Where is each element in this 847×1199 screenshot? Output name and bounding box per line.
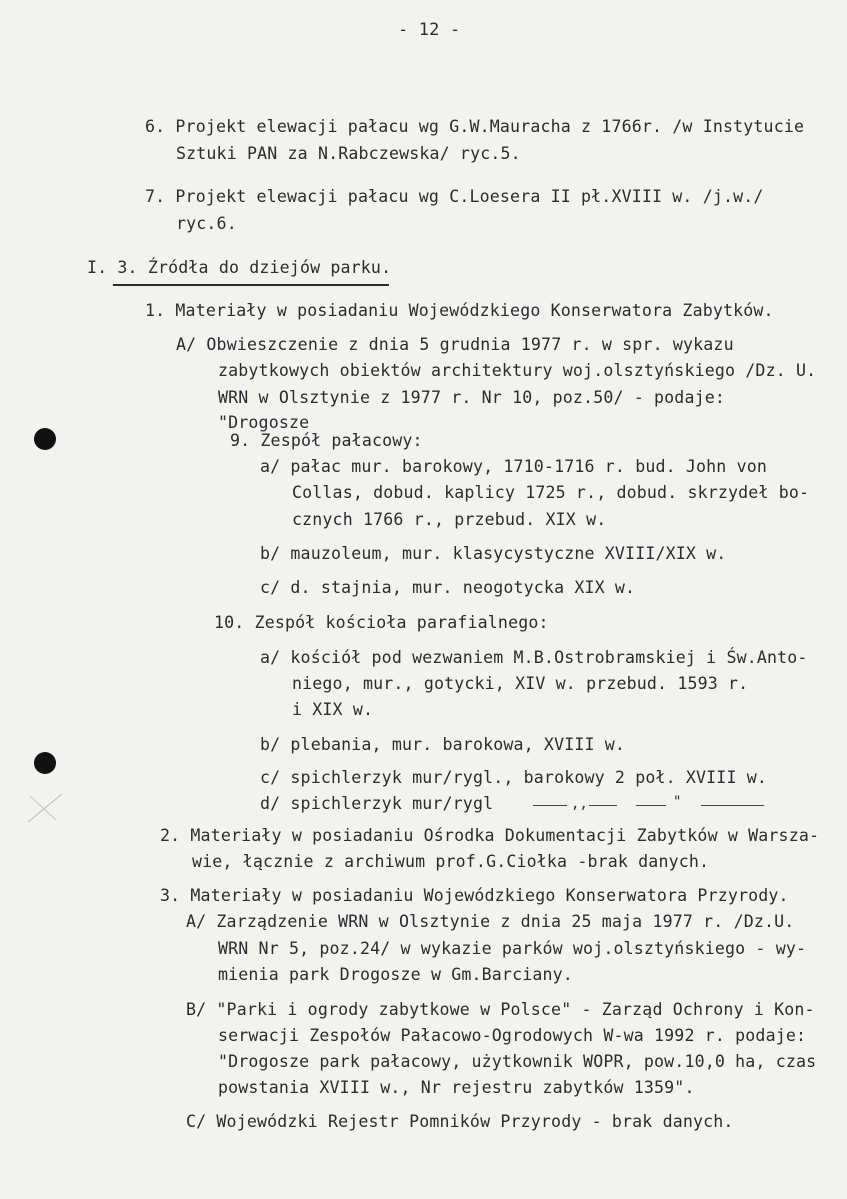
ditto-dash: [533, 805, 567, 806]
ditto-dash: [701, 805, 764, 806]
text-line: A/ Obwieszczenie z dnia 5 grudnia 1977 r. w spr. wykazu: [176, 335, 734, 354]
text-line: a/ pałac mur. barokowy, 1710-1716 r. bud. John von: [260, 457, 768, 476]
text-line: 2. Materiały w posiadaniu Ośrodka Dokumentacji Zabytków w Warsza-: [160, 826, 820, 845]
text-line: B/ "Parki i ogrody zabytkowe w Polsce" - Zarząd Ochrony i Kon-: [186, 1000, 815, 1019]
text-line: b/ plebania, mur. barokowa, XVIII w.: [260, 735, 626, 754]
text-line: a/ kościół pod wezwaniem M.B.Ostrobramskiej i Św.Anto-: [260, 648, 808, 667]
text-line: 9. Zespół pałacowy:: [230, 431, 423, 450]
text-line: "Drogosze park pałacowy, użytkownik WOPR, pow.10,0 ha, czas: [218, 1052, 817, 1071]
text-line: A/ Zarządzenie WRN w Olsztynie z dnia 25 maja 1977 r. /Dz.U.: [186, 912, 795, 931]
page-number: - 12 -: [398, 20, 461, 40]
text-line: cznych 1766 r., przebud. XIX w.: [292, 510, 607, 529]
text-line: mienia park Drogosze w Gm.Barciany.: [218, 965, 573, 984]
text-line: I. 3. Źródła do dziejów parku.: [87, 258, 392, 277]
text-line: i XIX w.: [292, 700, 374, 719]
text-line: ryc.6.: [176, 214, 237, 233]
text-line: 7. Projekt elewacji pałacu wg C.Loesera II pł.XVIII w. /j.w./: [145, 187, 764, 206]
punch-hole: [34, 752, 56, 774]
ditto-mark: ": [673, 794, 682, 810]
text-line: b/ mauzoleum, mur. klasycystyczne XVIII/XIX w.: [260, 544, 727, 563]
text-line: Collas, dobud. kaplicy 1725 r., dobud. skrzydeł bo-: [292, 483, 810, 502]
text-line: WRN Nr 5, poz.24/ w wykazie parków woj.olsztyńskiego - wy-: [218, 939, 807, 958]
text-line: 6. Projekt elewacji pałacu wg G.W.Mauracha z 1766r. /w Instytucie: [145, 117, 805, 136]
text-line: c/ spichlerzyk mur/rygl., barokowy 2 poł. XVIII w.: [260, 768, 768, 787]
text-line: Sztuki PAN za N.Rabczewska/ ryc.5.: [176, 144, 521, 163]
section-underline: [113, 284, 389, 286]
text-line: 10. Zespół kościoła parafialnego:: [214, 613, 549, 632]
text-line: d/ spichlerzyk mur/rygl: [260, 794, 494, 813]
text-line: serwacji Zespołów Pałacowo-Ogrodowych W-wa 1992 r. podaje:: [218, 1026, 807, 1045]
punch-hole: [34, 428, 56, 450]
text-line: C/ Wojewódzki Rejestr Pomników Przyrody - brak danych.: [186, 1112, 734, 1131]
text-line: WRN w Olsztynie z 1977 r. Nr 10, poz.50/ - podaje:: [218, 388, 726, 407]
text-line: niego, mur., gotycki, XIV w. przebud. 1593 r.: [292, 674, 749, 693]
text-line: 1. Materiały w posiadaniu Wojewódzkiego Konserwatora Zabytków.: [145, 301, 774, 320]
text-line: powstania XVIII w., Nr rejestru zabytków 1359".: [218, 1078, 695, 1097]
text-line: "Drogosze: [218, 413, 310, 432]
text-line: wie, łącznie z archiwum prof.G.Ciołka -brak danych.: [192, 852, 710, 871]
text-line: c/ d. stajnia, mur. neogotycka XIX w.: [260, 578, 636, 597]
text-line: zabytkowych obiektów architektury woj.olsztyńskiego /Dz. U.: [218, 361, 817, 380]
ditto-dash: [589, 805, 617, 806]
ditto-mark: ,,: [571, 796, 588, 812]
pencil-cross-mark: [26, 792, 64, 824]
text-line: 3. Materiały w posiadaniu Wojewódzkiego Konserwatora Przyrody.: [160, 886, 789, 905]
ditto-dash: [636, 805, 666, 806]
